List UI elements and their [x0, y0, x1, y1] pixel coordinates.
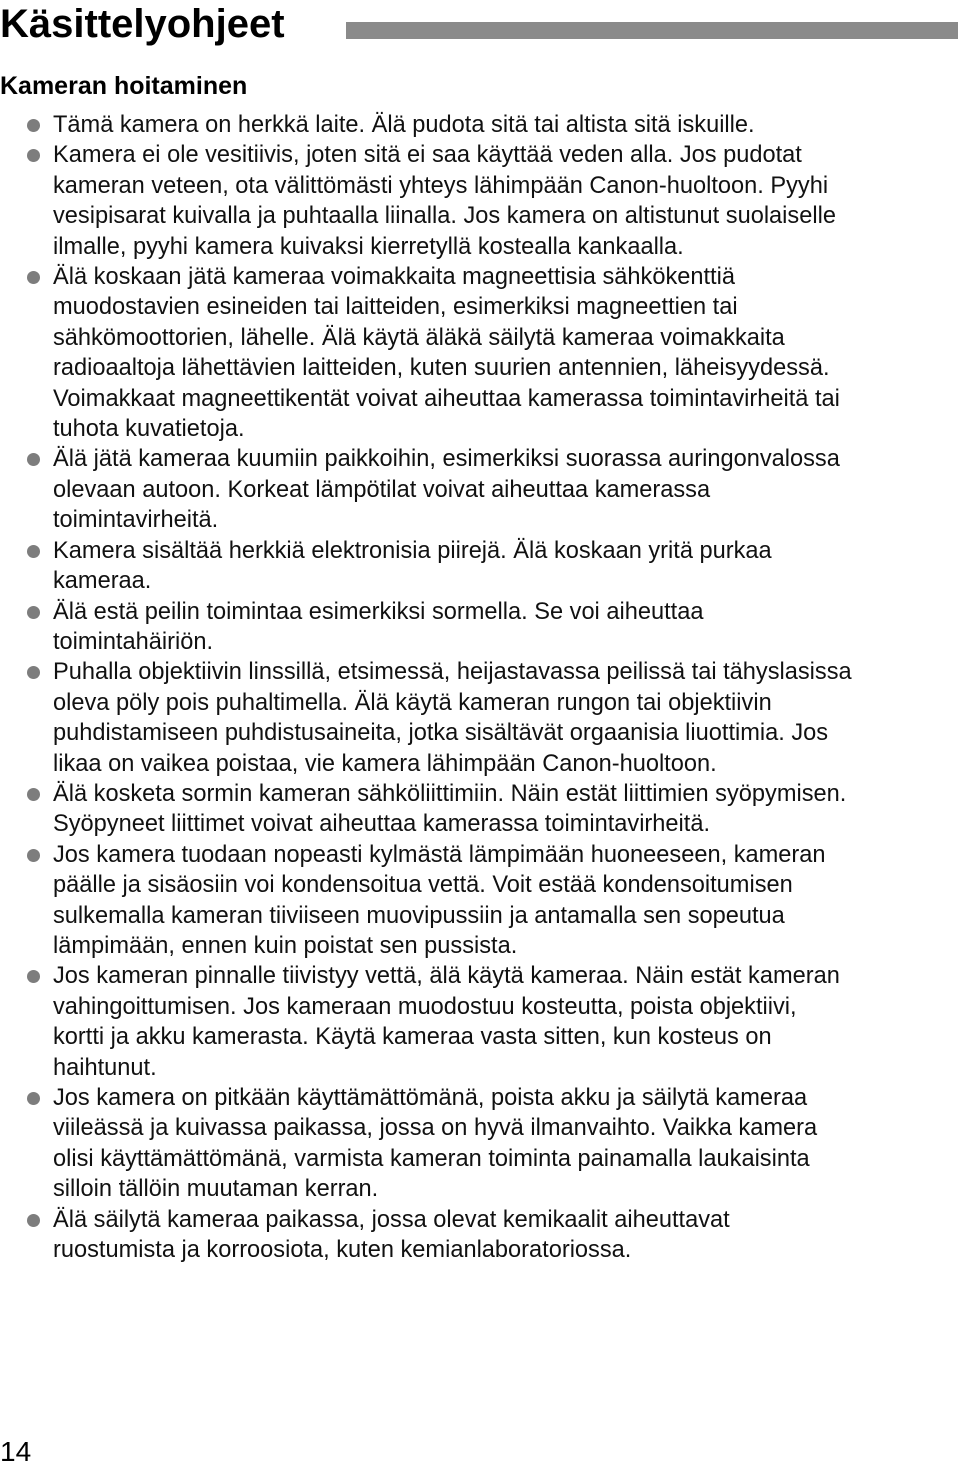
list-item-text: Kamera ei ole vesitiivis, joten sitä ei saa käyttää veden alla. Jos pudotat kameran veteen, ota välittömästi yhteys lähimpään Canon-huoltoon. Pyyhi vesipisarat kuivalla ja puhtaalla liinalla. Jos kamera on altistunut suolaiselle ilmalle, pyyhi kamera kuivaksi kierretyllä kostealla kankaalla.	[53, 142, 836, 260]
list-item	[0, 1205, 960, 1266]
bullet-icon	[27, 788, 40, 801]
list-item-text: Jos kameran pinnalle tiivistyy vettä, älä käytä kameraa. Näin estät kameran vahingoittumisen. Jos kameraan muodostuu kosteutta, poista objektiivi, kortti ja akku kamerasta. Käytä kameraa vasta sitten, kun kosteus on haihtunut.	[53, 963, 840, 1081]
list-item	[0, 444, 960, 535]
bullet-icon	[27, 545, 40, 558]
list-item-text: Jos kamera on pitkään käyttämättömänä, poista akku ja säilytä kameraa viileässä ja kuivassa paikassa, jossa on hyvä ilmanvaihto. Vaikka kamera olisi käyttämättömänä, varmista kameran toiminta painamalla laukaisinta silloin tällöin muutaman kerran.	[53, 1085, 818, 1203]
handling-instructions-list	[0, 110, 960, 1265]
bullet-icon	[27, 1092, 40, 1105]
bullet-icon	[27, 453, 40, 466]
list-item	[0, 597, 960, 658]
list-item	[0, 961, 960, 1083]
section-heading: Kameran hoitaminen	[0, 72, 248, 100]
list-item-text: Tämä kamera on herkkä laite. Älä pudota sitä tai altista sitä iskuille.	[53, 112, 755, 138]
list-item	[0, 262, 960, 444]
list-item-text: Älä jätä kameraa kuumiin paikkoihin, esimerkiksi suorassa auringonvalossa olevaan autoon. Korkeat lämpötilat voivat aiheuttaa kamerassa toimintavirheitä.	[53, 446, 840, 534]
list-item-text: Jos kamera tuodaan nopeasti kylmästä lämpimään huoneeseen, kameran päälle ja sisäosiin voi kondensoitua vettä. Voit estää kondensoitumisen sulkemalla kameran tiiviiseen muovipussiin ja antamalla sen sopeutua lämpimään, ennen kuin poistat sen pussista.	[53, 841, 826, 959]
bullet-icon	[27, 606, 40, 619]
list-item	[0, 1083, 960, 1205]
list-item	[0, 140, 960, 262]
page-title: Käsittelyohjeet	[0, 2, 285, 46]
list-item	[0, 536, 960, 597]
bullet-icon	[27, 1214, 40, 1227]
bullet-icon	[27, 119, 40, 132]
list-item-text: Puhalla objektiivin linssillä, etsimessä, heijastavassa peilissä tai tähyslasissa oleva pöly pois puhaltimella. Älä käytä kameran rungon tai objektiivin puhdistamiseen puhdistusaineita, jotka sisältävät orgaanisia liuottimia. Jos likaa on vaikea poistaa, vie kamera lähimpään Canon-huoltoon.	[53, 659, 852, 777]
bullet-icon	[27, 271, 40, 284]
bullet-icon	[27, 849, 40, 862]
list-item	[0, 840, 960, 962]
list-item	[0, 779, 960, 840]
list-item-text: Kamera sisältää herkkiä elektronisia piirejä. Älä koskaan yritä purkaa kameraa.	[53, 537, 772, 595]
title-decoration-bar	[346, 22, 958, 39]
list-item-text: Älä kosketa sormin kameran sähköliittimiin. Näin estät liittimien syöpymisen. Syöpyneet liittimet voivat aiheuttaa kamerassa toimintavirheitä.	[53, 780, 847, 838]
list-item-text: Älä säilytä kameraa paikassa, jossa olevat kemikaalit aiheuttavat ruostumista ja korroosiota, kuten kemianlaboratoriossa.	[53, 1206, 730, 1264]
list-item	[0, 657, 960, 779]
page-header	[0, 0, 960, 50]
list-item-text: Älä koskaan jätä kameraa voimakkaita magneettisia sähkökenttiä muodostavien esineiden tai laitteiden, esimerkiksi magneettien tai sähkömoottorien, lähelle. Älä käytä äläkä säilytä kameraa voimakkaita radioaaltoja lähettävien laitteiden, kuten suurien antennien, läheisyydessä. Voimakkaat magneettikentät voivat aiheuttaa kamerassa toimintavirheitä tai tuhota kuvatietoja.	[53, 264, 840, 443]
bullet-icon	[27, 970, 40, 983]
bullet-icon	[27, 666, 40, 679]
page-number: 14	[0, 1436, 32, 1467]
list-item-text: Älä estä peilin toimintaa esimerkiksi sormella. Se voi aiheuttaa toimintahäiriön.	[53, 598, 704, 655]
bullet-icon	[27, 149, 40, 162]
list-item	[0, 110, 960, 140]
